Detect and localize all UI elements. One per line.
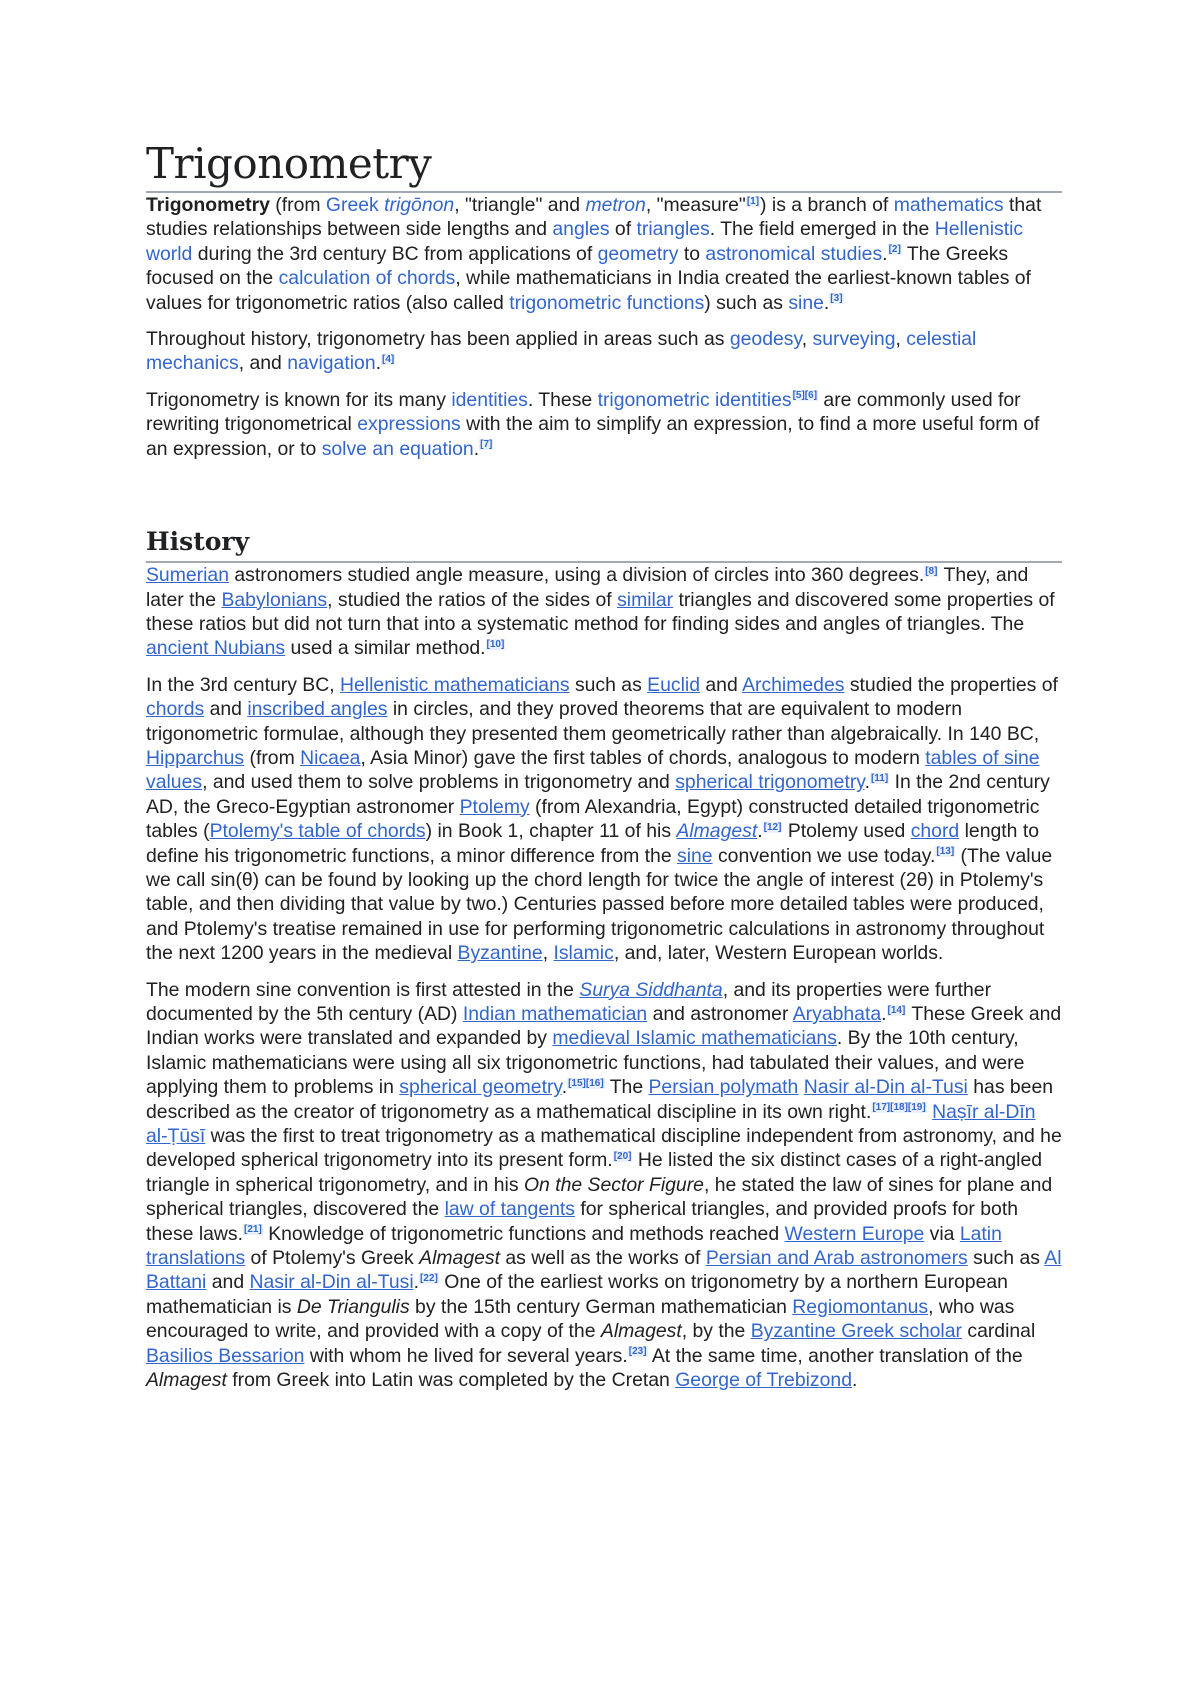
text-run: , "measure" <box>645 194 746 217</box>
text-run: In the 3rd century BC, <box>146 673 341 696</box>
article-link[interactable]: Greek <box>325 194 379 217</box>
article-link[interactable]: spherical trigonometry <box>675 771 865 794</box>
article-link[interactable]: expressions <box>357 413 461 436</box>
text-run: and <box>206 1271 250 1294</box>
citation-link[interactable]: [7] <box>480 439 493 451</box>
italic-text: De Triangulis <box>296 1295 410 1318</box>
article-link[interactable]: Hipparchus <box>146 746 245 769</box>
text-run: , Asia Minor) gave the first tables of chords, analogous to modern <box>360 746 926 769</box>
article-link[interactable]: Byzantine Greek scholar <box>750 1320 962 1343</box>
italic-text: Almagest <box>600 1320 682 1343</box>
article-link[interactable]: metron <box>585 194 646 217</box>
section-heading-history: History <box>146 527 1062 563</box>
article-link[interactable]: Western Europe <box>784 1222 925 1245</box>
article-link[interactable]: trigonometric identities <box>597 388 792 411</box>
text-run: , <box>895 328 907 351</box>
page-title: Trigonometry <box>146 140 1062 193</box>
citation-link[interactable]: [2] <box>888 244 901 256</box>
text-run: Throughout history, trigonometry has been applied in areas such as <box>146 328 730 351</box>
text-run: , who was encouraged to write, and provided with a copy of the <box>146 1295 1015 1343</box>
article-link[interactable]: Regiomontanus <box>792 1295 929 1318</box>
citation-link[interactable]: [10] <box>486 638 505 650</box>
citation-link[interactable]: [15][16] <box>568 1077 604 1089</box>
article-link[interactable]: Persian and Arab astronomers <box>705 1247 968 1270</box>
text-run: (from Alexandria, Egypt) constructed detailed trigonometric tables ( <box>146 795 1040 843</box>
text-run: He listed the six distinct cases of a right-angled triangle in spherical trigonometry, and in his <box>146 1149 1043 1196</box>
text-run: One of the earliest works on trigonometry by a northern European mathematician is <box>146 1271 1008 1318</box>
text-run: , studied the ratios of the sides of <box>327 588 618 611</box>
text-run: as well as the works of <box>499 1247 706 1270</box>
intro-paragraph <box>146 193 1062 315</box>
article-link[interactable]: inscribed angles <box>247 698 388 721</box>
intro-section <box>146 193 1062 461</box>
text-run: These Greek and Indian works were translated and expanded by <box>146 1003 1062 1050</box>
article-link[interactable]: Aryabhata <box>792 1003 882 1025</box>
text-run: in circles, and they proved theorems that are equivalent to modern trigonometric formulae, although they presented them geometrically rather than algebraically. In 140 BC, <box>146 698 1040 745</box>
article-link[interactable]: medieval Islamic mathematicians <box>552 1027 837 1050</box>
text-run: with the aim to simplify an expression, to find a more useful form of an expression, or to <box>146 413 1040 460</box>
text-run: used a similar method. <box>285 637 486 660</box>
text-run: (The value we call sin(θ) can be found by looking up the chord length for twice the angle of interest (2θ) in Ptolemy's table, and then dividing that value by two.) Centuries passed before more detailed tables were produced, and Ptolemy's treatise remained in use for performing trigonometric calculations in astronomy throughout the next 1200 years in the medieval <box>146 844 1053 965</box>
text-run: to <box>678 242 706 265</box>
article-link[interactable]: law of tangents <box>444 1198 575 1221</box>
article-link[interactable]: Hellenistic mathematicians <box>340 673 570 696</box>
article-link[interactable]: Islamic <box>553 942 614 965</box>
article-link[interactable]: chord <box>910 820 960 843</box>
text-run: . <box>881 1003 887 1025</box>
text-run: of Ptolemy's Greek <box>245 1247 420 1270</box>
article-link[interactable]: Nasir al-Din al-Tusi <box>803 1076 968 1099</box>
text-run: Ptolemy used <box>782 820 911 843</box>
text-run: . <box>757 820 763 843</box>
bold-term: Trigonometry <box>146 194 270 217</box>
text-run: convention we use today. <box>712 844 936 867</box>
text-run: The modern sine convention is first attested in the <box>146 978 580 1001</box>
citation-link[interactable]: [23] <box>628 1346 647 1358</box>
citation-link[interactable]: [4] <box>382 354 395 365</box>
article-link[interactable]: Almagest <box>676 820 758 843</box>
text-run: (from <box>244 746 301 769</box>
article-link[interactable]: Sumerian <box>146 564 229 587</box>
text-run: ) in Book 1, chapter 11 of his <box>425 820 677 843</box>
article-link[interactable]: sine <box>788 291 824 314</box>
article-link[interactable]: Surya Siddhanta <box>579 978 723 1001</box>
italic-text: On the Sector Figure <box>523 1173 704 1196</box>
text-run: , while mathematicians in India created the earliest-known tables of values for trigonometric ratios (also called <box>146 267 1031 314</box>
article-link[interactable]: trigōnon <box>384 194 455 217</box>
article-link[interactable]: geometry <box>597 242 679 265</box>
article-link[interactable]: Ptolemy's table of chords <box>209 820 426 843</box>
article-link[interactable]: mathematics <box>893 194 1004 217</box>
article-link[interactable]: Hellenistic world <box>146 218 1024 265</box>
article-link[interactable]: surveying <box>812 328 896 351</box>
article-link[interactable]: ancient Nubians <box>146 637 286 660</box>
article-link[interactable]: triangles <box>636 218 710 241</box>
text-run: . <box>851 1369 858 1392</box>
text-run: The <box>604 1076 649 1099</box>
citation-link[interactable]: [5][6] <box>792 390 818 402</box>
article-link[interactable]: Babylonians <box>221 588 328 611</box>
article-link[interactable]: Nasir al-Din al-Tusi <box>249 1271 414 1294</box>
text-run: Knowledge of trigonometric functions and methods reached <box>262 1222 785 1245</box>
citation-link[interactable]: [1] <box>746 195 760 207</box>
text-run: Trigonometry is known for its many <box>146 388 452 411</box>
citation-link[interactable]: [8] <box>925 565 938 577</box>
article-link[interactable]: spherical geometry <box>399 1076 562 1099</box>
text-run: such as <box>967 1247 1045 1270</box>
text-run: triangles and discovered some properties of these ratios but did not turn that into a systematic method for finding sides and angles of triangles. The <box>146 588 1055 635</box>
text-run: (from <box>269 194 326 217</box>
text-run: of <box>609 218 637 241</box>
article-link[interactable]: Al Battani <box>146 1247 1062 1294</box>
text-run: and <box>204 698 248 721</box>
citation-link[interactable]: [20] <box>613 1150 632 1162</box>
article-link[interactable]: tables of sine values <box>146 746 1040 794</box>
article-link[interactable]: astronomical studies <box>705 242 883 265</box>
article-link[interactable]: Archimedes <box>742 673 845 696</box>
citation-link[interactable]: [3] <box>830 293 843 305</box>
article-link[interactable]: Byzantine <box>457 942 543 965</box>
article-link[interactable]: identities <box>451 388 528 411</box>
text-run: , and used them to solve problems in trigonometry and <box>202 771 676 794</box>
article-link[interactable]: calculation of chords <box>278 267 456 290</box>
text-run: , <box>542 942 554 965</box>
citation-link[interactable]: [14] <box>887 1004 906 1016</box>
article-link[interactable]: Euclid <box>647 673 700 696</box>
article-content <box>146 140 1062 1405</box>
text-run: . <box>561 1076 568 1099</box>
text-run: , <box>801 328 813 351</box>
article-link[interactable]: George of Trebizond <box>675 1369 852 1392</box>
history-paragraph <box>146 978 1062 1393</box>
text-run: . <box>375 352 381 375</box>
citation-link[interactable]: [22] <box>420 1273 438 1284</box>
article-link[interactable]: chords <box>146 698 205 721</box>
text-run: via <box>924 1222 960 1245</box>
text-run: has been described as the creator of trigonometry as a mathematical discipline in its own right. <box>146 1076 1054 1123</box>
text-run: The Greeks focused on the <box>146 242 1009 290</box>
article-link[interactable]: Basilios Bessarion <box>146 1344 305 1367</box>
text-run: . <box>413 1271 420 1294</box>
article-link[interactable]: similar <box>617 588 674 611</box>
text-run: . These <box>527 388 598 411</box>
citation-link[interactable]: [12] <box>763 821 782 833</box>
text-run: are commonly used for rewriting trigonometrical <box>146 388 1021 436</box>
citation-link[interactable]: [17][18][19] <box>872 1102 926 1114</box>
article-link[interactable]: Persian polymath <box>648 1076 799 1099</box>
text-run: In the 2nd century AD, the Greco-Egyptian astronomer <box>146 771 1050 818</box>
text-run: such as <box>569 673 648 696</box>
text-run: , he stated the law of sines for plane and spherical triangles, discovered the <box>146 1173 1053 1221</box>
text-run: . <box>823 291 830 314</box>
citation-link[interactable]: [11] <box>870 772 889 784</box>
text-run: for spherical triangles, and provided proofs for both these laws. <box>146 1198 1019 1245</box>
intro-paragraph <box>146 388 1062 461</box>
text-run: ) is a branch of <box>760 194 894 217</box>
citation-link[interactable]: [21] <box>244 1224 262 1236</box>
text-run: with whom he lived for several years. <box>304 1344 628 1367</box>
article-link[interactable]: celestial mechanics <box>146 328 977 375</box>
text-run: , by the <box>681 1320 751 1343</box>
article-link[interactable]: angles <box>552 218 610 241</box>
text-run: , "triangle" and <box>454 194 586 217</box>
article-link[interactable]: geodesy <box>729 328 802 351</box>
text-run: . <box>473 437 480 460</box>
text-run: . By the 10th century, Islamic mathematicians were using all six trigonometric functions, had tabulated their values, and were applying them to problems in <box>146 1027 1025 1099</box>
article-link[interactable]: navigation <box>287 352 376 375</box>
text-run: . The field emerged in the <box>709 218 935 241</box>
text-run: that studies relationships between side lengths and <box>146 194 1042 241</box>
citation-link[interactable]: [13] <box>936 846 955 858</box>
history-section <box>146 563 1062 1392</box>
article-link[interactable]: Naṣīr al-Dīn al-Ṭūsī <box>146 1100 1036 1148</box>
text-run: ) such as <box>704 291 789 314</box>
text-run: cardinal <box>961 1320 1036 1343</box>
text-run: At the same time, another translation of the <box>647 1344 1023 1367</box>
article-link[interactable]: Indian mathematician <box>462 1003 648 1025</box>
italic-text: Almagest <box>146 1369 227 1392</box>
text-run: , and, later, Western European worlds. <box>613 942 944 965</box>
article-link[interactable]: Nicaea <box>300 746 361 769</box>
text-run: , and its properties were further documented by the 5th century (AD) <box>146 978 992 1025</box>
intro-paragraph <box>146 327 1062 376</box>
history-paragraph <box>146 673 1062 966</box>
article-link[interactable]: Ptolemy <box>459 795 530 818</box>
text-run: astronomers studied angle measure, using a division of circles into 360 degrees. <box>229 564 925 587</box>
text-run: They, and later the <box>146 564 1029 611</box>
text-run: was the first to treat trigonometry as a mathematical discipline independent from astronomy, and he developed spherical trigonometry into its present form. <box>146 1125 1062 1172</box>
text-run: . <box>882 242 888 265</box>
italic-text: Almagest <box>419 1247 500 1270</box>
text-run: , and <box>238 352 288 375</box>
article-link[interactable]: Latin translations <box>146 1222 1002 1270</box>
article-link[interactable]: solve an equation <box>321 437 474 460</box>
history-paragraph <box>146 563 1062 661</box>
text-run: by the 15th century German mathematician <box>409 1295 793 1318</box>
text-run: . <box>864 771 870 794</box>
text-run: studied the properties of <box>844 673 1058 696</box>
text-run: from Greek into Latin was completed by the Cretan <box>226 1369 676 1392</box>
text-run: length to define his trigonometric functions, a minor difference from the <box>146 820 1039 867</box>
text-run: during the 3rd century BC from applications of <box>192 242 598 265</box>
text-run: and <box>700 673 743 696</box>
article-link[interactable]: sine <box>677 844 713 867</box>
text-run: and astronomer <box>647 1003 793 1025</box>
article-link[interactable]: trigonometric functions <box>509 291 705 314</box>
